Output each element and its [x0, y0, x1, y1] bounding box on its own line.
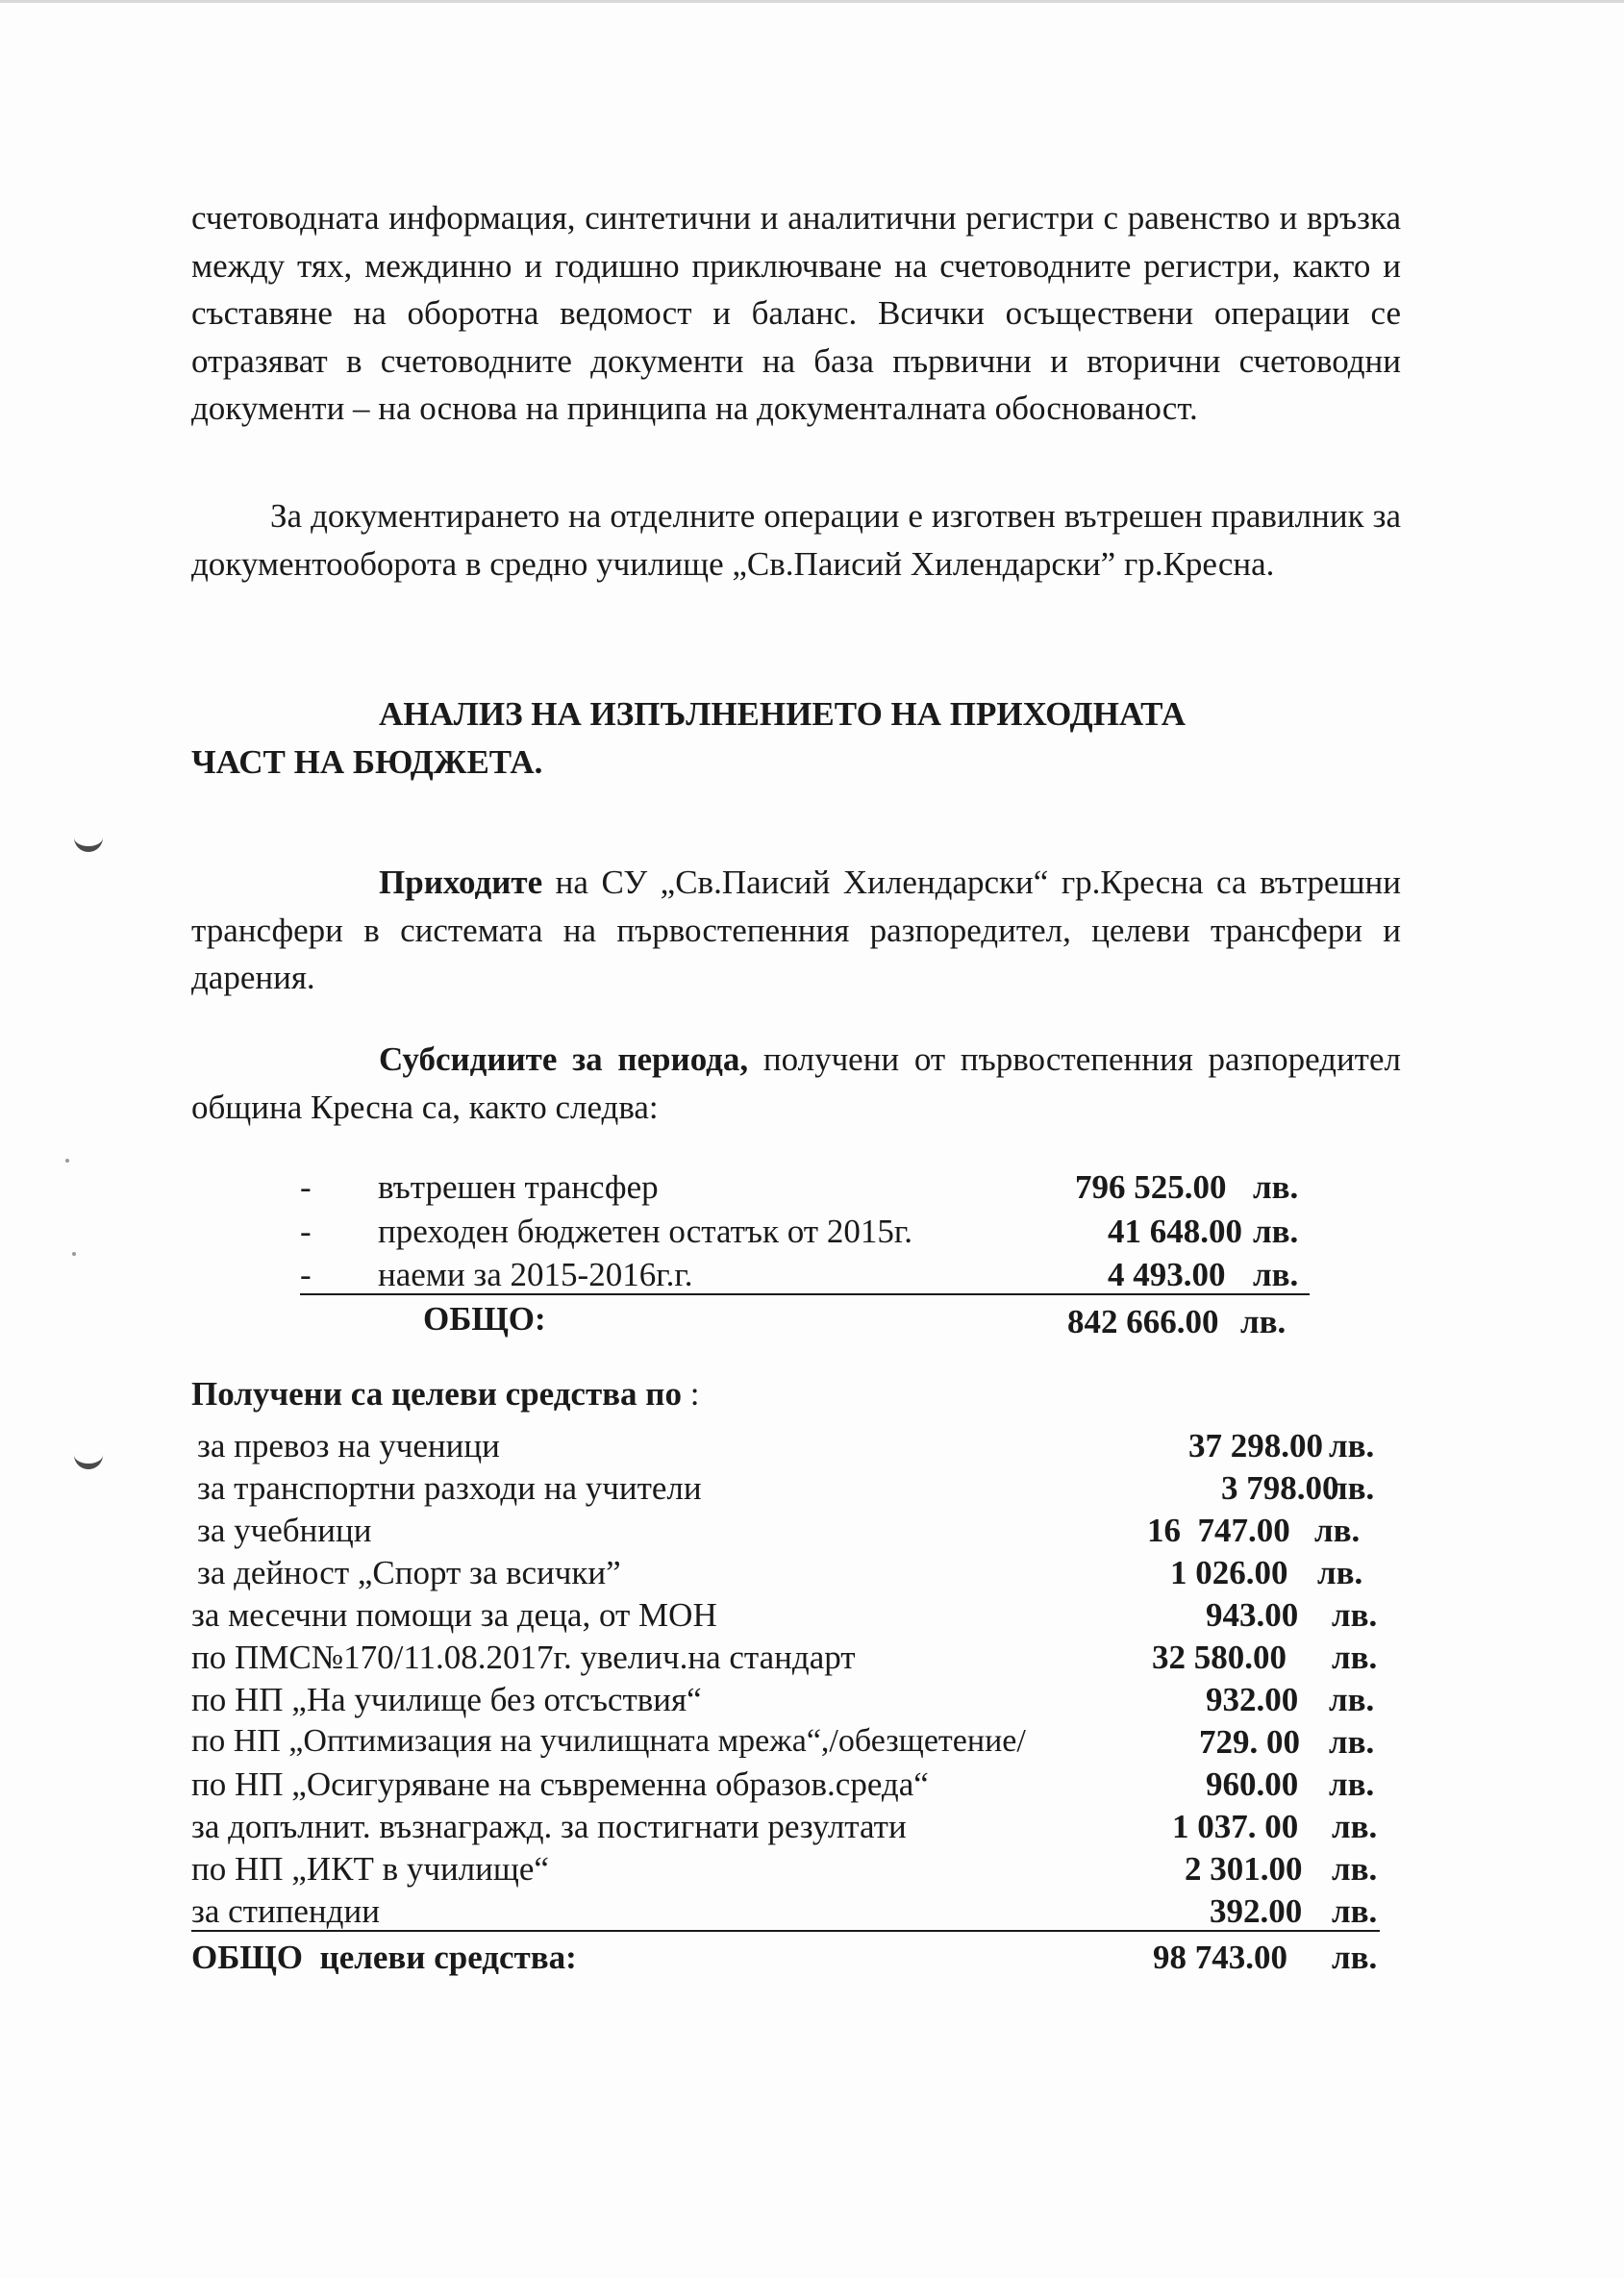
targeted-unit: лв.: [1332, 1639, 1378, 1676]
subsidy-total-label: ОБЩО:: [423, 1300, 546, 1338]
subsidy-text: получени от първостепенния разпоредител община Кресна са, както следва:: [191, 1040, 1401, 1126]
targeted-unit: лв.: [1329, 1723, 1375, 1761]
list-dash: -: [300, 1256, 312, 1293]
targeted-label: за транспортни разходи на учители: [197, 1469, 702, 1507]
paragraph-documentation-text: За документирането на отделните операции е изготвен вътрешен правилник за документооборота в средно училище „Св.Паисий Хилендарски” гр.Кресна.: [191, 497, 1401, 583]
list-dash: -: [300, 1213, 312, 1250]
targeted-amount: 1 037. 00: [1172, 1808, 1299, 1845]
targeted-unit: лв.: [1329, 1427, 1375, 1464]
subsidy-unit: лв.: [1253, 1213, 1299, 1250]
targeted-unit: лв.: [1332, 1808, 1378, 1845]
targeted-unit: лв.: [1332, 1850, 1378, 1888]
targeted-label: за дейност „Спорт за всички”: [197, 1554, 621, 1591]
targeted-total-unit: лв.: [1332, 1939, 1378, 1976]
targeted-label: по НП „На училище без отсъствия“: [191, 1681, 702, 1718]
targeted-unit: лв.: [1332, 1596, 1378, 1634]
targeted-amount: 392.00: [1210, 1892, 1303, 1930]
subsidy-bold-term: Субсидиите за периода,: [379, 1040, 749, 1078]
targeted-label: по ПМС№170/11.08.2017г. увелич.на стандарт: [191, 1639, 856, 1676]
scan-edge: [0, 0, 1624, 3]
targeted-label: по НП „Осигуряване на съвременна образов.среда“: [191, 1765, 929, 1803]
paragraph-accounting-text: счетоводната информация, синтетични и аналитични регистри с равенство и връзка между тях, междинно и годишно приключване на счетоводните регистри, както и съставяне на оборотна ведомост и баланс. Всички осъществени операции се отразяват в счетоводните документи на база първични и вторични счетоводни документи – на основа на принципа на документалната обоснованост.: [191, 199, 1401, 427]
targeted-label: за месечни помощи за деца, от МОН: [191, 1596, 717, 1634]
targeted-amount: 2 301.00: [1185, 1850, 1303, 1888]
targeted-unit: лв.: [1314, 1512, 1361, 1549]
targeted-label: за стипендии: [191, 1892, 380, 1930]
subsidies-underline: [300, 1293, 1310, 1295]
targeted-unit: лв.: [1317, 1554, 1363, 1591]
targeted-underline: [191, 1930, 1380, 1932]
list-dash: -: [300, 1168, 312, 1206]
subsidy-unit: лв.: [1253, 1256, 1299, 1293]
targeted-amount: 3 798.00: [1221, 1469, 1339, 1507]
paragraph-documentation: [191, 492, 1401, 588]
punch-hole-lower: [74, 1442, 103, 1469]
targeted-unit: лв.: [1332, 1892, 1378, 1930]
targeted-heading: Получени са целеви средства по: [191, 1375, 682, 1413]
section-heading-line1: АНАЛИЗ НА ИЗПЪЛНЕНИЕТО НА ПРИХОДНАТА: [379, 695, 1186, 733]
targeted-unit: лв.: [1329, 1681, 1375, 1718]
section-heading: [191, 690, 1186, 787]
scan-speck: [72, 1252, 76, 1256]
punch-hole-upper: [74, 825, 103, 852]
subsidy-amount: 4 493.00: [1108, 1256, 1226, 1293]
income-text: на СУ „Св.Паисий Хилендарски“ гр.Кресна са вътрешни трансфери в системата на първостепенния разпоредител, целеви трансфери и дарения.: [191, 864, 1401, 996]
subsidy-label: преходен бюджетен остатък от 2015г.: [378, 1213, 912, 1250]
subsidy-total-unit: лв.: [1240, 1303, 1287, 1340]
targeted-label: за допълнит. възнагражд. за постигнати резултати: [191, 1808, 907, 1845]
subsidy-label: вътрешен трансфер: [378, 1168, 659, 1206]
subsidy-amount: 41 648.00: [1108, 1213, 1242, 1250]
targeted-unit: лв.: [1329, 1469, 1375, 1507]
paragraph-subsidies: [191, 1036, 1401, 1131]
targeted-total-label: ОБЩО целеви средства:: [191, 1939, 577, 1976]
scan-speck: [65, 1159, 69, 1163]
targeted-total-amount: 98 743.00: [1153, 1939, 1287, 1976]
subsidy-unit: лв.: [1253, 1168, 1299, 1206]
paragraph-income: [191, 859, 1401, 1002]
targeted-label: за учебници: [197, 1512, 372, 1549]
targeted-label: по НП „Оптимизация на училищната мрежа“,/обезщетение/: [191, 1723, 1026, 1759]
targeted-amount: 932.00: [1206, 1681, 1299, 1718]
targeted-label: по НП „ИКТ в училище“: [191, 1850, 549, 1888]
targeted-amount: 943.00: [1206, 1596, 1299, 1634]
targeted-heading-colon: :: [681, 1375, 700, 1413]
targeted-amount: 16 747.00: [1147, 1512, 1290, 1549]
section-heading-line2: ЧАСТ НА БЮДЖЕТА.: [191, 743, 543, 781]
income-bold-term: Приходите: [379, 864, 543, 901]
subsidy-label: наеми за 2015-2016г.г.: [378, 1256, 693, 1293]
targeted-amount: 32 580.00: [1152, 1639, 1287, 1676]
targeted-amount: 1 026.00: [1170, 1554, 1288, 1591]
paragraph-accounting: [191, 194, 1401, 433]
targeted-amount: 729. 00: [1199, 1723, 1300, 1761]
subsidy-total-amount: 842 666.00: [1067, 1303, 1219, 1340]
targeted-amount: 960.00: [1206, 1765, 1299, 1803]
targeted-unit: лв.: [1329, 1765, 1375, 1803]
targeted-amount: 37 298.00: [1188, 1427, 1323, 1464]
targeted-label: за превоз на ученици: [197, 1427, 500, 1464]
subsidy-amount: 796 525.00: [1075, 1168, 1227, 1206]
